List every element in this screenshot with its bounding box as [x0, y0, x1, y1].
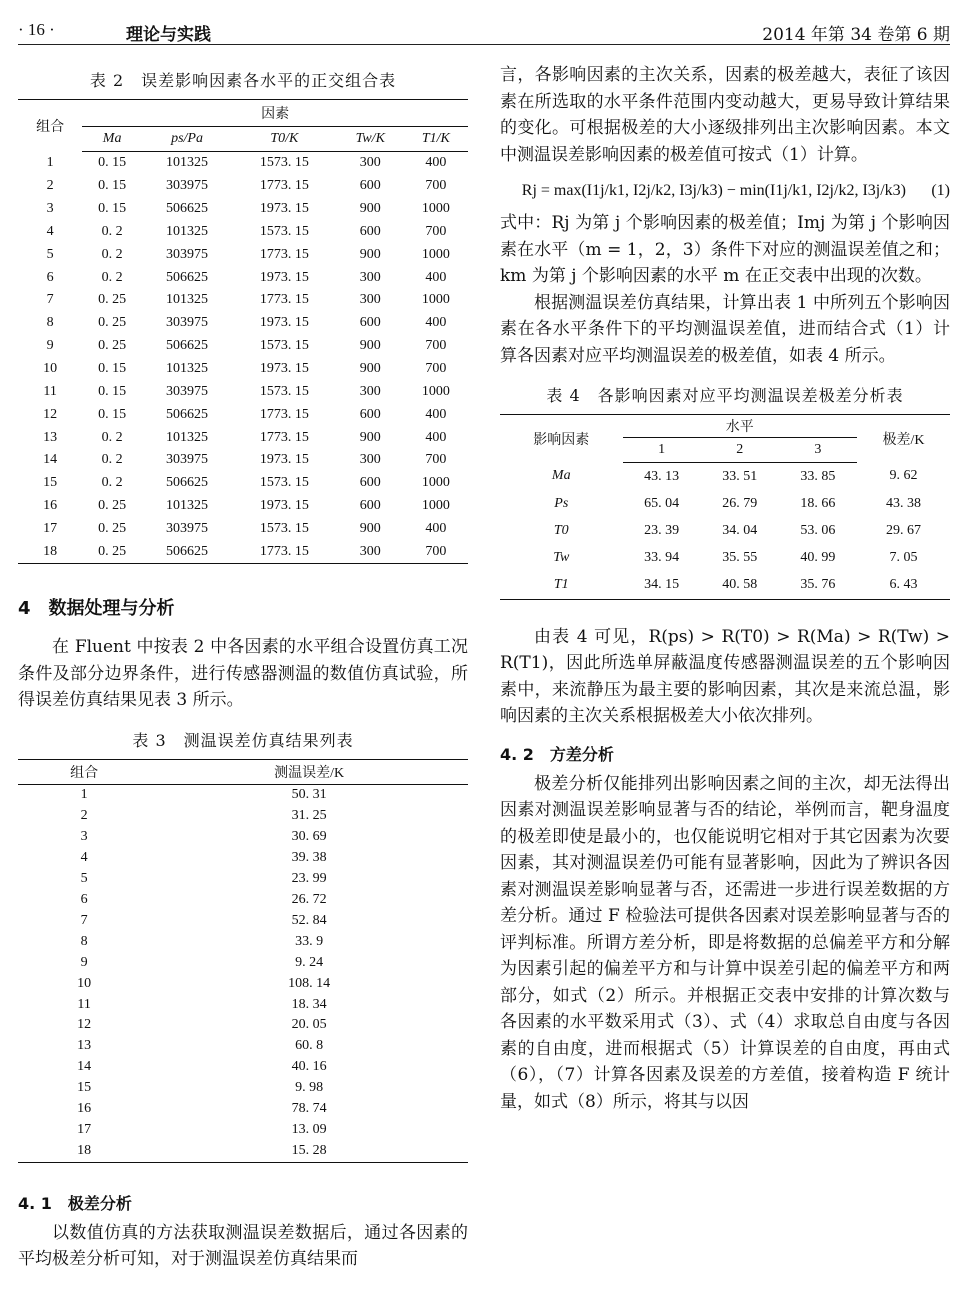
table-cell: 0. 15 [98, 178, 127, 194]
section42-heading: 4. 2 方差分析 [500, 744, 614, 764]
table-cell: 10 [43, 361, 58, 377]
table-cell: 303975 [166, 520, 208, 536]
table-cell: 6. 43 [889, 577, 918, 593]
table-cell: 53. 06 [800, 522, 836, 538]
table-row [18, 403, 468, 426]
table-cell: 1773. 15 [259, 246, 309, 262]
table-cell: 23. 99 [291, 870, 327, 886]
table3-caption: 表 3 测温误差仿真结果列表 [132, 730, 354, 750]
page-header [18, 14, 950, 45]
table-cell: 1973. 15 [259, 269, 309, 285]
section41-paragraph-left: 以数值仿真的方法获取测温误差数据后，通过各因素的平均极差分析可知，对于测温误差仿真结果而 [18, 1222, 468, 1270]
table-cell: 40. 16 [291, 1059, 327, 1075]
table-cell: 700 [425, 543, 447, 559]
table-cell: 9 [46, 338, 54, 354]
table-cell: 0. 25 [98, 498, 127, 514]
factor-name: T1 [553, 577, 569, 593]
table-cell: 108. 14 [288, 975, 331, 991]
table-cell: 3 [80, 829, 88, 845]
formula-number: (1) [931, 182, 950, 199]
table-cell: 300 [359, 452, 381, 468]
table-cell: 0. 25 [98, 543, 127, 559]
table-row [18, 540, 468, 563]
table-row [18, 1099, 468, 1120]
table4-discussion: 由表 4 可见，R(ps) > R(T0) > R(Ma) > R(Tw) > R(T1)，因此所选单屏蔽温度传感器测温误差的五个影响因素中，来流静压为最主要的影响因素，其次是来流总温，影响因素的主次关系根据极差大小依次排列。 [500, 626, 950, 727]
table-cell: 1000 [421, 201, 450, 217]
table-cell: 1973. 15 [259, 201, 309, 217]
factor-header: 因素 [82, 100, 468, 127]
table2-column-header: T1/K [404, 127, 468, 152]
table-cell: 506625 [166, 543, 208, 559]
table-cell: 1773. 15 [259, 406, 309, 422]
table-cell: 33. 9 [295, 933, 324, 949]
table-row [18, 243, 468, 266]
table-cell: 303975 [166, 315, 208, 331]
table-cell: 7. 05 [889, 550, 918, 566]
table-cell: 600 [359, 406, 381, 422]
table-cell: 14 [43, 452, 58, 468]
table-cell: 0. 2 [101, 246, 123, 262]
table-cell: 0. 2 [101, 223, 123, 239]
section4-paragraph: 在 Fluent 中按表 2 中各因素的水平组合设置仿真工况条件及部分边界条件，进行传感器测温的数值仿真试验，所得误差仿真结果见表 3 所示。 [18, 637, 468, 711]
table2-caption: 表 2 误差影响因素各水平的正交组合表 [89, 71, 397, 90]
table-cell: 60. 8 [295, 1038, 324, 1054]
section41-paragraph-2: 根据测温误差仿真结果，计算出表 1 中所列五个影响因素在各水平条件下的平均测温误差值，进而结合式（1）计算各因素对应平均测温误差的极差值，如表 4 所示。 [500, 292, 950, 366]
table-cell: 34. 15 [644, 577, 680, 593]
table-cell: 303975 [166, 246, 208, 262]
table-cell: 4 [46, 223, 54, 239]
table-cell: 13. 09 [291, 1122, 327, 1138]
table-row [18, 784, 468, 805]
left-column [18, 62, 468, 1273]
table-cell: 13 [43, 429, 58, 445]
table-cell: 101325 [166, 155, 208, 171]
table-cell: 101325 [166, 361, 208, 377]
table-cell: 1773. 15 [259, 429, 309, 445]
table-cell: 1973. 15 [259, 452, 309, 468]
table-cell: 18. 66 [800, 495, 836, 511]
table-cell: 0. 15 [98, 383, 127, 399]
table-cell: 0. 2 [101, 269, 123, 285]
table-row [18, 1015, 468, 1036]
table-cell: 600 [359, 475, 381, 491]
table-row [18, 449, 468, 472]
factor-name: Ps [554, 495, 569, 511]
table-cell: 34. 04 [722, 522, 758, 538]
table-cell: 5 [80, 870, 88, 886]
table-cell: 7 [46, 292, 54, 308]
table-cell: 23. 39 [644, 522, 680, 538]
factor-name: T0 [553, 522, 569, 538]
table-cell: 1973. 15 [259, 361, 309, 377]
table-cell: 300 [359, 543, 381, 559]
table-cell: 1000 [421, 292, 450, 308]
table-row [500, 517, 950, 544]
table-cell: 101325 [166, 498, 208, 514]
table-cell: 1573. 15 [259, 383, 309, 399]
table-cell: 43. 38 [886, 495, 921, 511]
table-cell: 400 [425, 406, 447, 422]
table-cell: 1573. 15 [259, 475, 309, 491]
table-cell: 6 [46, 269, 54, 285]
level-number-header: 2 [701, 438, 779, 463]
table-cell: 0. 15 [98, 155, 127, 171]
table-cell: 33. 94 [644, 550, 680, 566]
table-row [18, 335, 468, 358]
table-cell: 0. 25 [98, 520, 127, 536]
table-cell: 14 [77, 1059, 92, 1075]
table-cell: 101325 [166, 223, 208, 239]
table-cell: 506625 [166, 269, 208, 285]
table-cell: 506625 [166, 338, 208, 354]
table-cell: 506625 [166, 475, 208, 491]
table-cell: 11 [77, 996, 91, 1012]
table-row [18, 380, 468, 403]
table-row [18, 221, 468, 244]
table-cell: 26. 72 [291, 891, 327, 907]
table-cell: 8 [80, 933, 88, 949]
table-cell: 600 [359, 498, 381, 514]
table-cell: 9. 98 [295, 1080, 324, 1096]
table2-column-header: Tw/K [337, 127, 404, 152]
table-cell: 0. 2 [101, 429, 123, 445]
table-cell: 303975 [166, 383, 208, 399]
table-cell: 35. 55 [722, 550, 758, 566]
table-cell: 600 [359, 223, 381, 239]
table-cell: 40. 99 [800, 550, 836, 566]
table-cell: 600 [359, 178, 381, 194]
journal-issue: 2014 年第 34 卷第 6 期 [762, 25, 950, 45]
table-row [18, 152, 468, 175]
table-cell: 12 [77, 1017, 92, 1033]
table-cell: 31. 25 [291, 808, 327, 824]
level-number-header: 1 [623, 438, 701, 463]
table-cell: 3 [46, 201, 54, 217]
table3 [18, 759, 468, 1163]
section-name: 理论与实践 [126, 25, 211, 45]
table-row [18, 289, 468, 312]
table-row [18, 806, 468, 827]
table-row [18, 198, 468, 221]
table-row [18, 848, 468, 869]
table-cell: 11 [43, 383, 57, 399]
table-row [18, 827, 468, 848]
table-cell: 400 [425, 269, 447, 285]
table-cell: 1000 [421, 498, 450, 514]
table-row [500, 545, 950, 572]
table-cell: 9 [80, 954, 88, 970]
table2 [18, 99, 468, 564]
formula-1 [500, 182, 950, 200]
table-row [500, 490, 950, 517]
table-cell: 300 [359, 292, 381, 308]
table-cell: 33. 51 [722, 468, 758, 484]
table-cell: 29. 67 [886, 522, 921, 538]
table-row [18, 973, 468, 994]
table-cell: 1573. 15 [259, 155, 309, 171]
table-cell: 43. 13 [644, 468, 680, 484]
table-cell: 50. 31 [291, 787, 327, 803]
table-cell: 65. 04 [644, 495, 680, 511]
table-cell: 33. 85 [800, 468, 836, 484]
table-cell: 6 [80, 891, 88, 907]
table-cell: 18. 34 [291, 996, 327, 1012]
level-number-header: 3 [779, 438, 857, 463]
table-cell: 9. 24 [295, 954, 324, 970]
table-cell: 506625 [166, 201, 208, 217]
table-cell: 700 [425, 338, 447, 354]
table-cell: 12 [43, 406, 58, 422]
table-row [18, 175, 468, 198]
section42-paragraph: 极差分析仅能排列出影响因素之间的主次，却无法得出因素对测温误差影响显著与否的结论，举例而言，靶身温度的极差即使是最小的，也仅能说明它相对于其它因素为次要因素，其对测温误差仍可能有显著影响，因此为了辨识各因素对测温误差影响显著与否，还需进一步进行误差数据的方差分析。通过 F 检验法可提供各因素对误差影响显著与否的评判标准。所谓方差分析，即是将数据的总偏差平方和分解为因素引起的偏差平方和与计算中误差引起的偏差平方和两部分，如式（2）所示。并根据正交表中安排的计算次数与各因素的水平数采用式（3）、式（4）求取总自由度与各因素的自由度，进而根据式（5）计算误差的自由度，再由式（6），（7）计算各因素及误差的方差值，接着构造 F 统计量，如式（8）所示，将其与以因 [500, 773, 950, 1112]
table-cell: 300 [359, 155, 381, 171]
table-row [18, 426, 468, 449]
table-cell: 78. 74 [291, 1101, 327, 1117]
table-cell: 303975 [166, 178, 208, 194]
table2-column-header: T0/K [232, 127, 337, 152]
table-cell: 1773. 15 [259, 178, 309, 194]
table-cell: 10 [77, 975, 92, 991]
table-cell: 30. 69 [291, 829, 327, 845]
table3-column-header: 测温误差/K [150, 759, 468, 784]
table4 [500, 414, 950, 600]
table-row [18, 931, 468, 952]
table-row [18, 910, 468, 931]
table-cell: 900 [359, 429, 381, 445]
table-row [500, 572, 950, 600]
page-number: · 16 · [18, 20, 55, 39]
section4-heading: 4 数据处理与分析 [18, 598, 175, 620]
table-row [18, 495, 468, 518]
table-cell: 1000 [421, 383, 450, 399]
table-cell: 35. 76 [800, 577, 836, 593]
factor-name: Tw [553, 550, 570, 566]
table-row [18, 994, 468, 1015]
formula-body: Rj = max(I1j/k1, I2j/k2, I3j/k3) − min(I1j/k1, I2j/k2, I3j/k3) [521, 182, 906, 199]
table-cell: 40. 58 [722, 577, 758, 593]
section41-heading: 4. 1 极差分析 [18, 1193, 132, 1213]
factor-header: 影响因素 [533, 432, 590, 448]
table-cell: 900 [359, 520, 381, 536]
table-cell: 1973. 15 [259, 315, 309, 331]
table-cell: 300 [359, 269, 381, 285]
table-cell: 1 [46, 155, 54, 171]
table-cell: 1573. 15 [259, 338, 309, 354]
table-row [18, 312, 468, 335]
table-cell: 15 [43, 475, 58, 491]
table-cell: 18 [43, 543, 58, 559]
table-cell: 7 [80, 912, 88, 928]
table4-caption: 表 4 各影响因素对应平均测温误差极差分析表 [546, 386, 904, 405]
table-cell: 15 [77, 1080, 92, 1096]
table-cell: 900 [359, 246, 381, 262]
level-header: 水平 [623, 415, 857, 438]
table-cell: 101325 [166, 429, 208, 445]
table-cell: 1773. 15 [259, 292, 309, 308]
table-row [18, 1036, 468, 1057]
table-cell: 0. 25 [98, 292, 127, 308]
table-cell: 300 [359, 383, 381, 399]
table-cell: 0. 15 [98, 201, 127, 217]
table-cell: 400 [425, 315, 447, 331]
table-cell: 1973. 15 [259, 498, 309, 514]
table-cell: 1573. 15 [259, 520, 309, 536]
table-cell: 16 [43, 498, 58, 514]
table-cell: 17 [43, 520, 58, 536]
table-cell: 0. 15 [98, 406, 127, 422]
table-cell: 20. 05 [291, 1017, 327, 1033]
table-cell: 16 [77, 1101, 92, 1117]
table-cell: 1000 [421, 246, 450, 262]
table2-column-header: ps/Pa [142, 127, 232, 152]
table-cell: 4 [80, 849, 88, 865]
table-row [18, 1141, 468, 1162]
table-row [18, 358, 468, 381]
table-row [18, 266, 468, 289]
table-cell: 17 [77, 1122, 92, 1138]
table-cell: 0. 2 [101, 452, 123, 468]
table-cell: 2 [46, 178, 54, 194]
table-row [500, 463, 950, 491]
table-cell: 700 [425, 361, 447, 377]
table-row [18, 1078, 468, 1099]
table-cell: 900 [359, 361, 381, 377]
table-cell: 700 [425, 223, 447, 239]
table-cell: 18 [77, 1143, 92, 1159]
table-cell: 900 [359, 201, 381, 217]
table-cell: 303975 [166, 452, 208, 468]
table-row [18, 1120, 468, 1141]
table-cell: 0. 2 [101, 475, 123, 491]
range-header: 极差/K [882, 432, 925, 448]
table-row [18, 1057, 468, 1078]
table-cell: 8 [46, 315, 54, 331]
factor-name: Ma [551, 468, 571, 484]
table-row [18, 889, 468, 910]
table-cell: 0. 15 [98, 361, 127, 377]
table-cell: 1773. 15 [259, 543, 309, 559]
table-cell: 2 [80, 808, 88, 824]
table-row [18, 868, 468, 889]
table-cell: 700 [425, 178, 447, 194]
table-cell: 1 [80, 787, 88, 803]
table-cell: 5 [46, 246, 54, 262]
table-cell: 1000 [421, 475, 450, 491]
table-cell: 400 [425, 429, 447, 445]
table-row [18, 472, 468, 495]
table-cell: 600 [359, 315, 381, 331]
table-cell: 52. 84 [291, 912, 327, 928]
table-cell: 0. 25 [98, 315, 127, 331]
table-cell: 400 [425, 520, 447, 536]
table-cell: 39. 38 [291, 849, 327, 865]
table2-column-header: Ma [82, 127, 142, 152]
group-header: 组合 [36, 119, 65, 135]
table-cell: 15. 28 [291, 1143, 327, 1159]
table-cell: 900 [359, 338, 381, 354]
table-cell: 13 [77, 1038, 92, 1054]
table-cell: 506625 [166, 406, 208, 422]
table-row [18, 518, 468, 541]
table-cell: 101325 [166, 292, 208, 308]
table-cell: 0. 25 [98, 338, 127, 354]
table-cell: 1573. 15 [259, 223, 309, 239]
formula-explanation: 式中：Rj 为第 j 个影响因素的极差值；Imj 为第 j 个影响因素在水平（m = 1，2，3）条件下对应的测温误差值之和；km 为第 j 个影响因素的水平 m 在正交表中出现的次数。 [500, 213, 950, 286]
table-cell: 9. 62 [889, 468, 918, 484]
table-cell: 26. 79 [722, 495, 758, 511]
table-cell: 700 [425, 452, 447, 468]
section41-paragraph-right: 言，各影响因素的主次关系，因素的极差越大，表征了该因素在所选取的水平条件范围内变动越大，更易导致计算结果的变化。可根据极差的大小逐级排列出主次影响因素。本文中测温误差影响因素的极差值可按式（1）计算。 [500, 65, 950, 165]
table-cell: 400 [425, 155, 447, 171]
right-column [500, 62, 950, 1115]
table3-column-header: 组合 [18, 759, 150, 784]
table-row [18, 952, 468, 973]
